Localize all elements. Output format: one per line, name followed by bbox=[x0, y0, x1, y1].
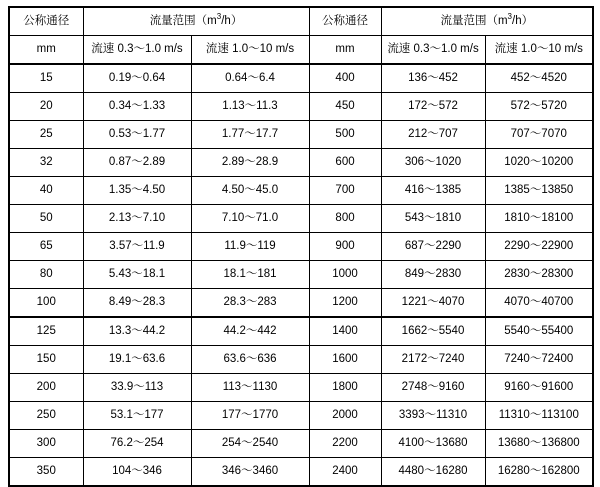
cell-flow-low-right: 849～2830 bbox=[381, 261, 485, 289]
cell-flow-high-left: 2.89～28.9 bbox=[191, 149, 309, 177]
cell-flow-high-left: 346～3460 bbox=[191, 458, 309, 487]
cell-dn-left: 20 bbox=[9, 93, 83, 121]
header-velocity-high-right: 流速 1.0～10 m/s bbox=[485, 36, 593, 65]
cell-flow-high-right: 2290～22900 bbox=[485, 233, 593, 261]
table-row bbox=[9, 149, 593, 177]
cell-flow-low-right: 136～452 bbox=[381, 64, 485, 93]
table-row bbox=[9, 402, 593, 430]
cell-dn-right: 400 bbox=[309, 64, 381, 93]
header-dn-left: 公称通径 bbox=[9, 7, 83, 36]
cell-dn-right: 2200 bbox=[309, 430, 381, 458]
cell-flow-low-left: 5.43～18.1 bbox=[83, 261, 191, 289]
cell-dn-right: 1200 bbox=[309, 289, 381, 318]
cell-flow-high-left: 1.13～11.3 bbox=[191, 93, 309, 121]
cell-dn-left: 32 bbox=[9, 149, 83, 177]
cell-flow-low-left: 0.19～0.64 bbox=[83, 64, 191, 93]
cell-flow-high-left: 177～1770 bbox=[191, 402, 309, 430]
cell-dn-left: 50 bbox=[9, 205, 83, 233]
cell-dn-right: 500 bbox=[309, 121, 381, 149]
cell-flow-high-right: 1810～18100 bbox=[485, 205, 593, 233]
cell-flow-low-left: 2.13～7.10 bbox=[83, 205, 191, 233]
cell-flow-low-right: 416～1385 bbox=[381, 177, 485, 205]
cell-dn-left: 40 bbox=[9, 177, 83, 205]
cell-dn-left: 300 bbox=[9, 430, 83, 458]
cell-flow-high-right: 452～4520 bbox=[485, 64, 593, 93]
table-row bbox=[9, 374, 593, 402]
table-row bbox=[9, 205, 593, 233]
cell-dn-left: 200 bbox=[9, 374, 83, 402]
table-row bbox=[9, 458, 593, 487]
cell-flow-high-left: 28.3～283 bbox=[191, 289, 309, 318]
cell-flow-high-right: 1020～10200 bbox=[485, 149, 593, 177]
header-flow-range-left: 流量范围$(m^3/h)$ bbox=[83, 7, 309, 36]
cell-flow-low-right: 1662～5540 bbox=[381, 317, 485, 346]
table-body bbox=[9, 7, 593, 486]
table-row bbox=[9, 430, 593, 458]
cell-flow-high-left: 7.10～71.0 bbox=[191, 205, 309, 233]
cell-flow-high-right: 16280～162800 bbox=[485, 458, 593, 487]
table-row bbox=[9, 261, 593, 289]
cell-flow-high-right: 707～7070 bbox=[485, 121, 593, 149]
table-header-row-sub bbox=[9, 36, 593, 65]
cell-flow-high-left: 0.64～6.4 bbox=[191, 64, 309, 93]
cell-flow-low-right: 2748～9160 bbox=[381, 374, 485, 402]
cell-flow-low-left: 0.34～1.33 bbox=[83, 93, 191, 121]
cell-dn-right: 2000 bbox=[309, 402, 381, 430]
table-row bbox=[9, 346, 593, 374]
cell-dn-right: 1000 bbox=[309, 261, 381, 289]
cell-flow-low-left: 0.87～2.89 bbox=[83, 149, 191, 177]
header-flow-range-right: 流量范围$(m^3/h)$ bbox=[381, 7, 593, 36]
cell-dn-left: 150 bbox=[9, 346, 83, 374]
cell-flow-low-right: 543～1810 bbox=[381, 205, 485, 233]
cell-flow-high-right: 1385～13850 bbox=[485, 177, 593, 205]
table-row bbox=[9, 233, 593, 261]
header-velocity-low-left: 流速 0.3～1.0 m/s bbox=[83, 36, 191, 65]
cell-flow-low-left: 0.53～1.77 bbox=[83, 121, 191, 149]
cell-flow-high-left: 4.50～45.0 bbox=[191, 177, 309, 205]
cell-flow-high-left: 113～1130 bbox=[191, 374, 309, 402]
cell-flow-high-right: 2830～28300 bbox=[485, 261, 593, 289]
cell-flow-low-right: 4100～13680 bbox=[381, 430, 485, 458]
cell-flow-low-right: 2172～7240 bbox=[381, 346, 485, 374]
cell-dn-right: 900 bbox=[309, 233, 381, 261]
cell-flow-high-right: 13680～136800 bbox=[485, 430, 593, 458]
cell-dn-right: 700 bbox=[309, 177, 381, 205]
table-row bbox=[9, 317, 593, 346]
cell-dn-right: 600 bbox=[309, 149, 381, 177]
cell-dn-right: 2400 bbox=[309, 458, 381, 487]
cell-flow-high-left: 18.1～181 bbox=[191, 261, 309, 289]
cell-flow-low-right: 687～2290 bbox=[381, 233, 485, 261]
table-row bbox=[9, 93, 593, 121]
cell-flow-high-right: 9160～91600 bbox=[485, 374, 593, 402]
flow-range-table bbox=[8, 6, 594, 487]
cell-flow-high-left: 254～2540 bbox=[191, 430, 309, 458]
cell-flow-low-right: 4480～16280 bbox=[381, 458, 485, 487]
cell-flow-high-right: 11310～113100 bbox=[485, 402, 593, 430]
header-velocity-high-left: 流速 1.0～10 m/s bbox=[191, 36, 309, 65]
table-row bbox=[9, 121, 593, 149]
table-header-row-main bbox=[9, 7, 593, 36]
cell-flow-low-right: 1221～4070 bbox=[381, 289, 485, 318]
cell-flow-low-right: 172～572 bbox=[381, 93, 485, 121]
cell-dn-left: 125 bbox=[9, 317, 83, 346]
cell-flow-low-right: 212～707 bbox=[381, 121, 485, 149]
cell-flow-low-left: 3.57～11.9 bbox=[83, 233, 191, 261]
header-unit-mm-right: mm bbox=[309, 36, 381, 65]
cell-dn-left: 65 bbox=[9, 233, 83, 261]
cell-dn-right: 1400 bbox=[309, 317, 381, 346]
cell-flow-low-right: 306～1020 bbox=[381, 149, 485, 177]
cell-dn-left: 250 bbox=[9, 402, 83, 430]
cell-flow-high-left: 44.2～442 bbox=[191, 317, 309, 346]
cell-flow-high-right: 572～5720 bbox=[485, 93, 593, 121]
cell-flow-high-left: 63.6～636 bbox=[191, 346, 309, 374]
cell-dn-left: 350 bbox=[9, 458, 83, 487]
cell-dn-right: 1800 bbox=[309, 374, 381, 402]
header-velocity-low-right: 流速 0.3～1.0 m/s bbox=[381, 36, 485, 65]
cell-flow-high-left: 11.9～119 bbox=[191, 233, 309, 261]
cell-flow-low-left: 53.1～177 bbox=[83, 402, 191, 430]
header-dn-right: 公称通径 bbox=[309, 7, 381, 36]
cell-dn-left: 25 bbox=[9, 121, 83, 149]
cell-flow-high-left: 1.77～17.7 bbox=[191, 121, 309, 149]
cell-flow-low-left: 19.1～63.6 bbox=[83, 346, 191, 374]
cell-flow-low-left: 33.9～113 bbox=[83, 374, 191, 402]
cell-dn-right: 800 bbox=[309, 205, 381, 233]
cell-flow-high-right: 5540～55400 bbox=[485, 317, 593, 346]
cell-flow-high-right: 4070～40700 bbox=[485, 289, 593, 318]
cell-flow-low-left: 104～346 bbox=[83, 458, 191, 487]
cell-flow-low-left: 8.49～28.3 bbox=[83, 289, 191, 318]
cell-dn-right: 450 bbox=[309, 93, 381, 121]
cell-flow-low-right: 3393～11310 bbox=[381, 402, 485, 430]
cell-flow-low-left: 76.2～254 bbox=[83, 430, 191, 458]
cell-dn-right: 1600 bbox=[309, 346, 381, 374]
cell-flow-high-right: 7240～72400 bbox=[485, 346, 593, 374]
cell-flow-low-left: 1.35～4.50 bbox=[83, 177, 191, 205]
table-row bbox=[9, 289, 593, 318]
header-unit-mm-left: mm bbox=[9, 36, 83, 65]
table-row bbox=[9, 64, 593, 93]
table-row bbox=[9, 177, 593, 205]
cell-dn-left: 80 bbox=[9, 261, 83, 289]
cell-dn-left: 100 bbox=[9, 289, 83, 318]
cell-dn-left: 15 bbox=[9, 64, 83, 93]
cell-flow-low-left: 13.3～44.2 bbox=[83, 317, 191, 346]
